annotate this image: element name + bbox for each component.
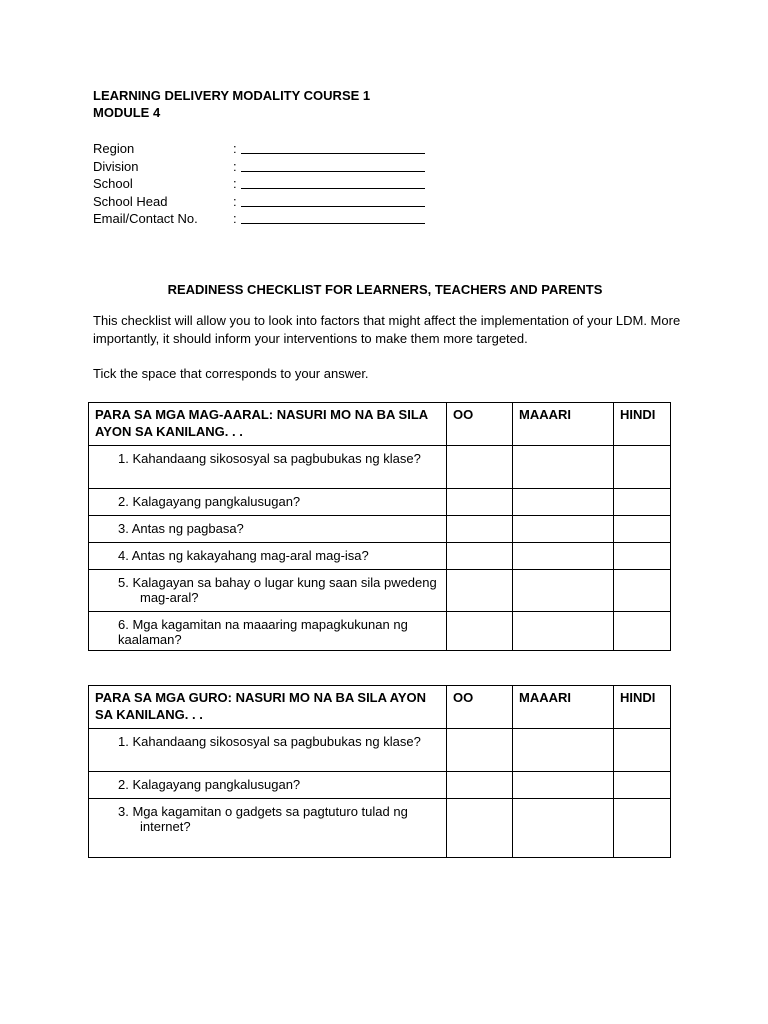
tick-box-oo[interactable] (447, 543, 513, 570)
field-colon: : (233, 158, 237, 174)
intro-paragraph: This checklist will allow you to look into factors that might affect the implementation of your LDM. More importantly, it should inform your interventions to make them more targeted. (93, 313, 681, 346)
question-text: 2. Kalagayang pangkalusugan? (118, 494, 301, 509)
section-title: READINESS CHECKLIST FOR LEARNERS, TEACHERS AND PARENTS (167, 282, 603, 297)
table-heading: PARA SA MGA GURO: NASURI MO NA BA SILA AYON SA KANILANG. . . (89, 686, 447, 729)
table-row (89, 612, 671, 651)
table-row (89, 489, 671, 516)
table-row (89, 799, 671, 858)
question-text: 3. Mga kagamitan o gadgets sa pagtuturo tulad ng internet? (118, 804, 408, 834)
tick-box-maaari[interactable] (513, 570, 614, 612)
tick-box-oo[interactable] (447, 799, 513, 858)
field-colon: : (233, 211, 237, 226)
question-text: 1. Kahandaang sikososyal sa pagbubukas ng klase? (118, 451, 421, 466)
tick-box-hindi[interactable] (614, 612, 671, 651)
tick-box-maaari[interactable] (513, 489, 614, 516)
table-header-row (89, 686, 671, 729)
question-text: 5. Kalagayan sa bahay o lugar kung saan sila pwedeng mag-aral? (118, 575, 437, 605)
question-cell (89, 612, 447, 651)
tick-box-hindi[interactable] (614, 446, 671, 489)
question-cell (89, 446, 447, 489)
course-title: LEARNING DELIVERY MODALITY COURSE 1 (93, 88, 371, 103)
question-text: 1. Kahandaang sikososyal sa pagbubukas ng klase? (118, 734, 421, 749)
tick-box-oo[interactable] (447, 772, 513, 799)
question-cell (89, 489, 447, 516)
column-hindi: HINDI (614, 403, 671, 446)
question-cell (89, 570, 447, 612)
tick-box-hindi[interactable] (614, 729, 671, 772)
tick-box-oo[interactable] (447, 446, 513, 489)
tick-box-hindi[interactable] (614, 489, 671, 516)
question-cell (89, 772, 447, 799)
question-cell (89, 516, 447, 543)
column-maaari: MAAARI (513, 403, 614, 446)
tick-box-oo[interactable] (447, 516, 513, 543)
tick-box-maaari[interactable] (513, 772, 614, 799)
field-colon: : (233, 193, 237, 209)
tick-box-maaari[interactable] (513, 729, 614, 772)
instruction-text: Tick the space that corresponds to your answer. (93, 366, 369, 381)
field-blank-line[interactable] (241, 171, 425, 172)
table-row (89, 570, 671, 612)
field-colon: : (233, 176, 237, 191)
tick-box-oo[interactable] (447, 612, 513, 651)
question-text: 2. Kalagayang pangkalusugan? (118, 777, 301, 792)
field-label: School Head (93, 193, 168, 209)
column-hindi: HINDI (614, 686, 671, 729)
table-row (89, 729, 671, 772)
table-row (89, 543, 671, 570)
field-label: School (93, 176, 133, 191)
table-row (89, 516, 671, 543)
tick-box-maaari[interactable] (513, 612, 614, 651)
tick-box-hindi[interactable] (614, 570, 671, 612)
field-colon: : (233, 141, 237, 156)
question-text: 3. Antas ng pagbasa? (118, 521, 244, 536)
tick-box-oo[interactable] (447, 729, 513, 772)
tick-box-maaari[interactable] (513, 799, 614, 858)
question-text: 6. Mga kagamitan na maaaring mapagkukunan ng kaalaman? (118, 617, 408, 647)
module-title: MODULE 4 (93, 105, 161, 120)
tick-box-maaari[interactable] (513, 516, 614, 543)
field-blank-line[interactable] (241, 206, 425, 207)
column-oo: OO (447, 686, 513, 729)
table-row (89, 446, 671, 489)
tick-box-oo[interactable] (447, 489, 513, 516)
table-heading: PARA SA MGA MAG-AARAL: NASURI MO NA BA SILA AYON SA KANILANG. . . (89, 403, 447, 446)
tick-box-hindi[interactable] (614, 772, 671, 799)
document-header (93, 87, 370, 121)
field-label: Region (93, 141, 135, 156)
tick-box-hindi[interactable] (614, 543, 671, 570)
teachers-checklist-table (88, 685, 671, 858)
tick-box-maaari[interactable] (513, 543, 614, 570)
tick-box-oo[interactable] (447, 570, 513, 612)
question-cell (89, 799, 447, 858)
table-header-row (89, 403, 671, 446)
field-blank-line[interactable] (241, 153, 425, 154)
field-label: Email/Contact No. (93, 211, 198, 226)
question-cell (89, 729, 447, 772)
column-oo: OO (447, 403, 513, 446)
question-text: 4. Antas ng kakayahang mag-aral mag-isa? (118, 548, 369, 563)
field-blank-line[interactable] (241, 188, 425, 189)
field-blank-line[interactable] (241, 223, 425, 224)
tick-box-hindi[interactable] (614, 516, 671, 543)
column-maaari: MAAARI (513, 686, 614, 729)
learners-checklist-table (88, 402, 671, 651)
field-label: Division (93, 158, 139, 174)
question-cell (89, 543, 447, 570)
table-row (89, 772, 671, 799)
tick-box-hindi[interactable] (614, 799, 671, 858)
tick-box-maaari[interactable] (513, 446, 614, 489)
